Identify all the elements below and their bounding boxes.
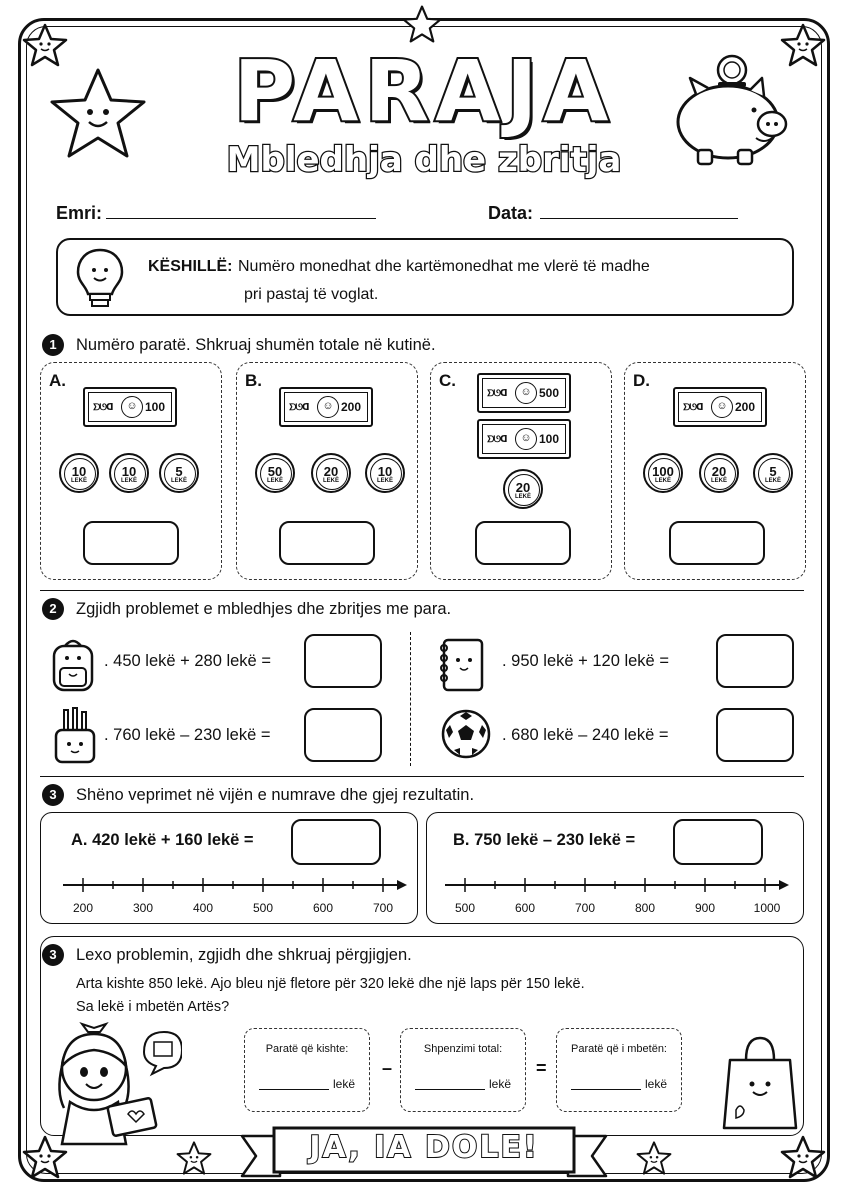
coin-unit: LEKË xyxy=(514,494,531,500)
banknote xyxy=(673,387,767,427)
tick-label: 400 xyxy=(192,901,214,915)
coin-value: 100 xyxy=(652,464,674,479)
answer-box[interactable] xyxy=(304,708,382,762)
number-line[interactable] xyxy=(441,873,791,897)
star-icon xyxy=(636,1140,672,1176)
portrait-icon: ☺ xyxy=(317,396,339,418)
date-field[interactable] xyxy=(540,218,738,219)
banknote-symbol: ᗤᘎᗡ xyxy=(93,402,113,412)
portrait-icon: ☺ xyxy=(515,428,537,450)
coin xyxy=(365,453,405,493)
money-had-box[interactable] xyxy=(244,1028,370,1112)
shopping-bag-icon xyxy=(722,1032,798,1132)
banknote-symbol: ᗤᘎᗡ xyxy=(487,434,507,444)
tick-label: 700 xyxy=(574,901,596,915)
banknote-symbol: ᗤᘎᗡ xyxy=(683,402,703,412)
section-1-title: Numëro paratë. Shkruaj shumën totale në kutinë. xyxy=(76,336,436,354)
answer-box[interactable] xyxy=(673,819,763,865)
backpack-icon xyxy=(48,636,98,694)
section-2-title: Zgjidh problemet e mbledhjes dhe zbritjes me para. xyxy=(76,600,452,618)
tip-text-line2: pri pastaj të voglat. xyxy=(244,286,379,303)
tick-label: 700 xyxy=(372,901,394,915)
name-label: Emri: xyxy=(56,203,103,223)
tip-text-line1: Numëro monedhat dhe kartëmonedhat me vlerë të madhe xyxy=(238,258,650,275)
coin xyxy=(503,469,543,509)
banknote-value: 100 xyxy=(539,432,560,446)
answer-box[interactable] xyxy=(716,708,794,762)
tick-label: 600 xyxy=(312,901,334,915)
banknote-value: 500 xyxy=(539,386,560,400)
problem-text: . 450 lekë + 280 lekë = xyxy=(104,652,271,670)
coin-unit: LEKË xyxy=(170,478,187,484)
tick-label: 500 xyxy=(454,901,476,915)
money-left-box[interactable] xyxy=(556,1028,682,1112)
portrait-icon: ☺ xyxy=(515,382,537,404)
total-spent-box[interactable] xyxy=(400,1028,526,1112)
coin xyxy=(159,453,199,493)
number-line-equation: B. 750 lekë – 230 lekë = xyxy=(453,831,636,849)
calc-label: Paratë që i mbetën: xyxy=(570,1043,667,1055)
answer-line[interactable] xyxy=(571,1089,641,1090)
money-group-c xyxy=(430,362,612,580)
number-line-box-b xyxy=(426,812,804,924)
coin xyxy=(59,453,99,493)
coin-value: 50 xyxy=(267,464,283,479)
group-letter: B. xyxy=(245,371,262,390)
calc-unit: lekë xyxy=(333,1077,356,1091)
money-group-a xyxy=(40,362,222,580)
money-group-b xyxy=(236,362,418,580)
banknote-symbol: ᗤᘎᗡ xyxy=(487,388,507,398)
section-2-badge: 2 xyxy=(42,598,64,620)
answer-line[interactable] xyxy=(259,1089,329,1090)
coin xyxy=(255,453,295,493)
coin-unit: LEKË xyxy=(120,478,137,484)
banknote xyxy=(477,419,571,459)
problem-text: . 760 lekë – 230 lekë = xyxy=(104,726,271,744)
answer-box[interactable] xyxy=(291,819,381,865)
coin xyxy=(753,453,793,493)
banknote xyxy=(83,387,177,427)
section-divider xyxy=(40,590,804,591)
page-subtitle: Mbledhja dhe zbritja xyxy=(226,140,622,180)
coin xyxy=(109,453,149,493)
number-line[interactable] xyxy=(59,873,409,897)
minus-sign: – xyxy=(382,1058,393,1078)
coin-value: 20 xyxy=(711,464,727,479)
banknote xyxy=(477,373,571,413)
tick-label: 600 xyxy=(514,901,536,915)
coin-unit: LEKË xyxy=(70,478,87,484)
coin-unit: LEKË xyxy=(764,478,781,484)
answer-line[interactable] xyxy=(415,1089,485,1090)
section-1-badge: 1 xyxy=(42,334,64,356)
coin-value: 20 xyxy=(515,480,531,495)
section-4-title: Lexo problemin, zgjidh dhe shkruaj përgjigjen. xyxy=(76,946,412,964)
coin-value: 10 xyxy=(121,464,137,479)
star-icon xyxy=(780,1134,826,1180)
star-icon xyxy=(402,4,442,44)
tick-label: 300 xyxy=(132,901,154,915)
coin-unit: LEKË xyxy=(376,478,393,484)
ribbon-text: JA, IA DOLE! xyxy=(309,1130,539,1165)
tip-box xyxy=(56,238,794,316)
banknote xyxy=(279,387,373,427)
calc-label: Paratë që kishte: xyxy=(265,1043,349,1055)
coin-value: 20 xyxy=(323,464,339,479)
section-3-badge: 3 xyxy=(42,784,64,806)
soccer-ball-icon xyxy=(440,708,492,760)
answer-box[interactable] xyxy=(83,521,179,565)
date-label: Data: xyxy=(488,203,534,223)
problem-text: . 950 lekë + 120 lekë = xyxy=(502,652,669,670)
answer-box[interactable] xyxy=(475,521,571,565)
section-4-badge: 3 xyxy=(42,944,64,966)
answer-box[interactable] xyxy=(669,521,765,565)
portrait-icon: ☺ xyxy=(121,396,143,418)
answer-box[interactable] xyxy=(279,521,375,565)
banknote-value: 200 xyxy=(341,400,362,414)
portrait-icon: ☺ xyxy=(711,396,733,418)
money-group-d xyxy=(624,362,806,580)
coin-value: 5 xyxy=(175,464,183,479)
page-title: PARAJA xyxy=(233,42,615,140)
group-letter: D. xyxy=(633,371,650,390)
section-divider xyxy=(40,776,804,777)
coin-value: 10 xyxy=(377,464,393,479)
coin-value: 10 xyxy=(71,464,87,479)
answer-box[interactable] xyxy=(716,634,794,688)
tick-label: 900 xyxy=(694,901,716,915)
group-letter: A. xyxy=(49,371,66,390)
tip-label: KËSHILLË: xyxy=(148,258,233,275)
problem-text: . 680 lekë – 240 lekë = xyxy=(502,726,669,744)
girl-reading-icon xyxy=(48,1022,182,1148)
coin-unit: LEKË xyxy=(654,478,671,484)
coin-unit: LEKË xyxy=(322,478,339,484)
coin-unit: LEKË xyxy=(710,478,727,484)
calc-unit: lekë xyxy=(645,1077,668,1091)
equals-sign: = xyxy=(536,1058,547,1078)
lightbulb-icon xyxy=(70,244,130,314)
calc-label: Shpenzimi total: xyxy=(423,1043,503,1055)
coin-value: 5 xyxy=(769,464,777,479)
name-field[interactable] xyxy=(106,218,376,219)
coin xyxy=(311,453,351,493)
answer-box[interactable] xyxy=(304,634,382,688)
group-letter: C. xyxy=(439,371,456,390)
number-line-equation: A. 420 lekë + 160 lekë = xyxy=(71,831,254,849)
word-problem-line2: Sa lekë i mbetën Artës? xyxy=(76,999,230,1015)
banknote-value: 200 xyxy=(735,400,756,414)
section-3-title: Shëno veprimet në vijën e numrave dhe gjej rezultatin. xyxy=(76,786,475,804)
number-line-box-a xyxy=(40,812,418,924)
coin-unit: LEKË xyxy=(266,478,283,484)
calc-unit: lekë xyxy=(489,1077,512,1091)
notebook-icon xyxy=(436,636,486,694)
tick-label: 500 xyxy=(252,901,274,915)
tick-label: 200 xyxy=(72,901,94,915)
column-divider xyxy=(410,632,411,766)
banknote-value: 100 xyxy=(145,400,166,414)
banknote-symbol: ᗤᘎᗡ xyxy=(289,402,309,412)
pencil-cup-icon xyxy=(52,706,98,764)
coin xyxy=(643,453,683,493)
coin xyxy=(699,453,739,493)
word-problem-line1: Arta kishte 850 lekë. Ajo bleu një fletore për 320 lekë dhe një laps për 150 lekë. xyxy=(76,976,585,992)
tick-label: 800 xyxy=(634,901,656,915)
tick-label: 1000 xyxy=(753,901,781,915)
